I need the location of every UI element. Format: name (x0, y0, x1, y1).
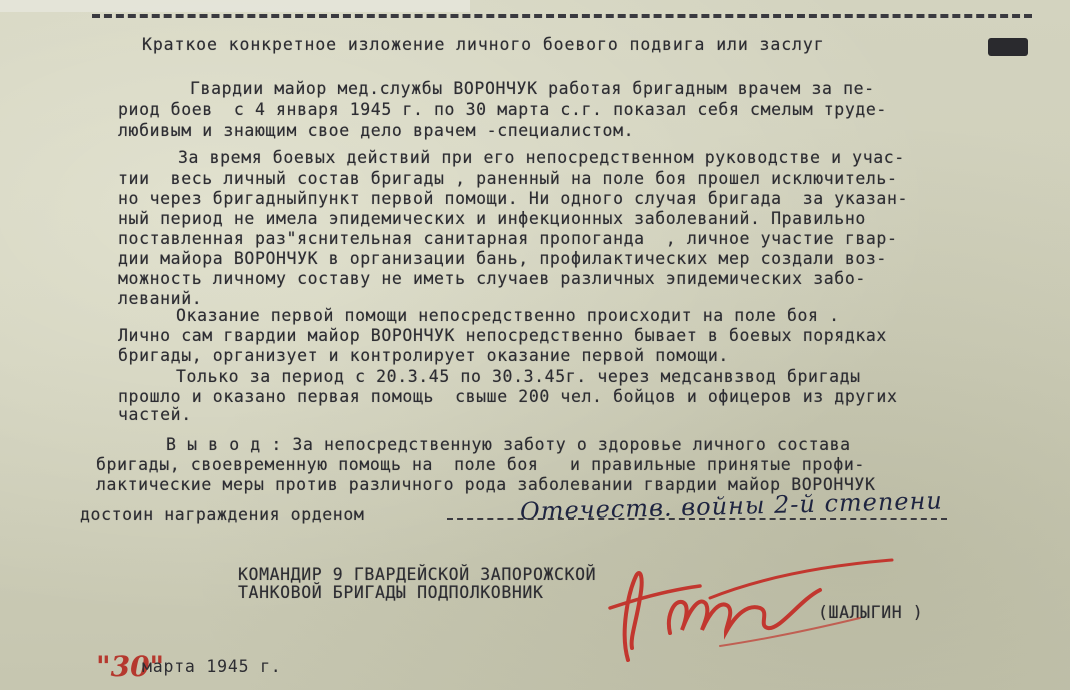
top-edge-strip (0, 0, 470, 12)
body-line: поставленная раз"яснительная санитарная пропоганда , личное участие гвар- (118, 229, 898, 248)
body-line: риод боев с 4 января 1945 г. по 30 марта с.г. показал себя смелым труде- (118, 100, 887, 119)
body-line: любивым и знающим свое дело врачем -специалистом. (118, 121, 635, 140)
top-dashed-rule (92, 14, 1032, 18)
body-line: частей. (118, 405, 192, 424)
date-month-year: марта 1945 г. (142, 657, 282, 676)
conclusion-line: бригады, своевременную помощь на поле боя и правильные принятые профи- (96, 455, 865, 474)
body-line: Оказание первой помощи непосредственно происходит на поле боя . (176, 306, 840, 325)
body-line: тии весь личный состав бригады , раненный на поле боя прошел исключитель- (118, 169, 898, 188)
body-line: ный период не имела эпидемических и инфекционных заболеваний. Правильно (118, 209, 866, 228)
handwritten-award-name: Отечеств. войны 2-й степени (519, 486, 944, 526)
section-heading: Краткое конкретное изложение личного боевого подвига или заслуг (142, 35, 825, 54)
body-line: Только за период с 20.3.45 по 30.3.45г. через медсанвзвод бригады (176, 367, 861, 386)
commander-name: (ШАЛЫГИН ) (818, 603, 924, 622)
body-line: леваний. (118, 289, 203, 308)
body-line: дии майора ВОРОНЧУК в организации бань, профилактических мер создали воз- (118, 249, 887, 268)
body-line: Лично сам гвардии майор ВОРОНЧУК непосредственно бывает в боевых порядках (118, 326, 887, 345)
body-line: но через бригадныйпункт первой помощи. Ни одного случая бригада за указан- (118, 189, 909, 208)
body-line: можность личному составу не иметь случаев различных эпидемических забо- (118, 269, 866, 288)
award-underline (447, 518, 947, 520)
body-line: прошло и оказано первая помощь свыше 200 чел. бойцов и офицеров из других (118, 387, 898, 406)
redaction-mark (988, 38, 1028, 56)
commander-title-line1: КОМАНДИР 9 ГВАРДЕЙСКОЙ ЗАПОРОЖСКОЙ (238, 565, 597, 584)
body-line: бригады, организует и контролирует оказание первой помощи. (118, 346, 729, 365)
award-prompt: достоин награждения орденом (80, 505, 365, 524)
body-line: Гвардии майор мед.службы ВОРОНЧУК работая бригадным врачем за пе- (190, 79, 875, 98)
red-signature (570, 538, 910, 668)
commander-title-line2: ТАНКОВОЙ БРИГАДЫ ПОДПОЛКОВНИК (238, 583, 544, 602)
conclusion-line: В ы в о д : За непосредственную заботу о здоровье личного состава (166, 435, 851, 454)
conclusion-line: лактические меры против различного рода заболевании гвардии майор ВОРОНЧУК (96, 475, 876, 494)
body-line: За время боевых действий при его непосредственном руководстве и учас- (178, 148, 905, 167)
date-day-handwritten: "30" (96, 650, 165, 683)
